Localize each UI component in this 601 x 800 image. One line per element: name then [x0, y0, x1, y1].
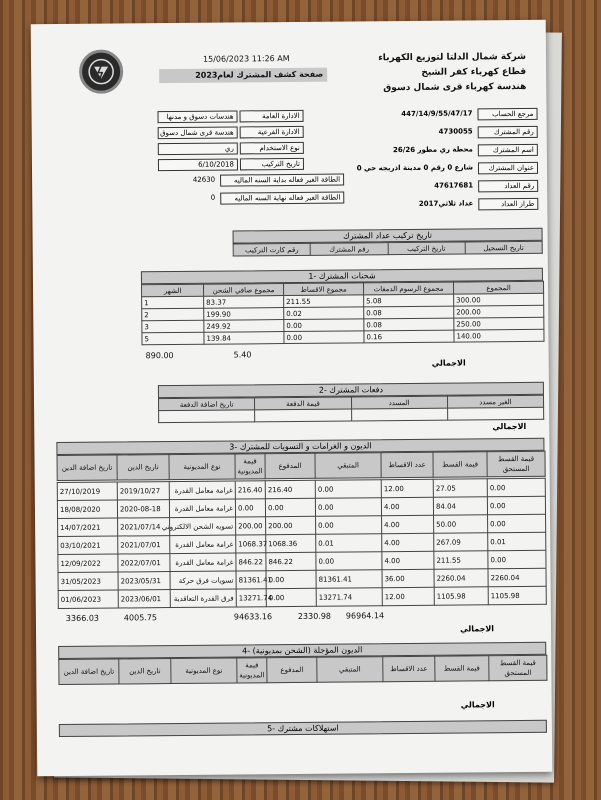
info-left-value-0: هندسات دسوق و مدنها [157, 110, 237, 123]
table-cell: 13271.74 [316, 588, 382, 607]
table-cell: 2260.04 [488, 568, 546, 587]
debts-col-6: عدد الاقساط [381, 452, 433, 477]
table-cell: 216.40 [265, 480, 315, 498]
info-right-label-4: رقم العداد [478, 180, 538, 193]
debts-col-8: قيمة القسط المستحق [487, 451, 545, 477]
deferred-title: الديون المؤجلة (الشحن بمديونية) -4 [58, 642, 546, 659]
table-cell: 0.00 [488, 550, 546, 569]
deferred-header-row [59, 655, 547, 684]
table-cell: 2021/07/01 [118, 536, 170, 554]
deferred-col-4: المدفوع [267, 657, 317, 682]
deferred-col-2: نوع المديونية [171, 658, 237, 684]
deferred-col-7: قيمة القسط [435, 656, 489, 681]
table-cell: 14/07/2021 [58, 518, 118, 537]
print-date: 15/06/2023 11:26 AM [203, 54, 290, 64]
table-cell: 0.00 [487, 496, 545, 515]
charges-total-label: الاجمالي [431, 358, 466, 368]
info-left-label-5: الطاقة الغير فعاله نهاية السنه الماليه [220, 192, 344, 205]
table-cell: 27/10/2019 [57, 482, 117, 501]
deferred-col-0: تاريخ اضافة الدين [59, 659, 119, 685]
info-right-label-0: مرجع الحساب [477, 108, 537, 121]
debts-total-due: 3366.03 [65, 613, 100, 623]
info-right-value-1: 4730055 [438, 127, 473, 136]
charges-col-0: الشهر [142, 284, 204, 297]
table-cell: 84.04 [433, 497, 487, 515]
info-left-value-4: 42630 [192, 175, 216, 184]
table-row [159, 407, 544, 422]
table-cell: 12/09/2022 [58, 554, 118, 573]
table-cell: 2023/05/31 [118, 572, 170, 590]
table-cell: غرامة معامل القدرة [170, 535, 236, 554]
info-right-value-5: عداد ثلاثي2017 [418, 199, 474, 208]
debts-body [57, 478, 547, 609]
table-cell: 0.01 [488, 532, 546, 551]
deferred-col-1: تاريخ الدين [119, 659, 171, 684]
statement-paper [31, 20, 553, 776]
table-cell: 211.55 [284, 295, 364, 308]
info-right-label-2: اسم المشترك [478, 144, 538, 157]
deferred-col-8: قيمة القسط المستحق [489, 655, 547, 681]
table-cell: 31/05/2023 [58, 572, 118, 591]
company-logo-icon [79, 49, 123, 93]
table-cell: 1105.98 [434, 587, 488, 605]
table-cell: 0.00 [284, 319, 364, 332]
info-left-label-0: الادارة العامة [239, 110, 303, 123]
table-cell: 12.00 [382, 587, 434, 605]
debts-col-4: المدفوع [265, 453, 315, 478]
payments-col-3: الغير مسدد [447, 395, 543, 408]
debts-col-3: قيمة المديونية [235, 454, 265, 479]
charges-col-2: مجموع الاقساط [284, 283, 364, 296]
table-cell: 0.00 [266, 570, 316, 588]
table-cell: 4.00 [382, 515, 434, 533]
table-cell: 1068.36 [266, 534, 316, 552]
debts-col-5: المتبقي [315, 453, 381, 479]
table-cell: 1105.98 [488, 586, 546, 605]
engineering-name: هندسة كهرباء قرى شمال دسوق [383, 81, 527, 94]
info-left-value-5: 0 [210, 193, 216, 202]
table-cell: 0.00 [487, 478, 545, 497]
table-cell: 846.22 [236, 553, 266, 571]
info-left-value-2: ري [158, 142, 238, 155]
deferred-table [58, 655, 547, 685]
statement-title: صفحة كشف المشترك لعام [217, 69, 324, 80]
debts-total-paid: 2330.98 [297, 611, 332, 621]
table-cell: 0.08 [364, 306, 454, 319]
charges-total-sum: 890.00 [145, 351, 174, 361]
table-cell: 139.84 [204, 332, 284, 345]
table-cell: 0.00 [265, 498, 315, 516]
info-right-value-0: 447/14/9/55/47/17 [401, 109, 473, 119]
debts-total-installment: 4005.75 [123, 613, 158, 623]
table-cell: 216.40 [235, 481, 265, 499]
charges-table [141, 281, 545, 346]
table-cell: 4.00 [382, 533, 434, 551]
debts-col-0: تاريخ اضافة الدين [57, 455, 117, 481]
info-left-label-4: الطاقة الغير فعاله بداية السنه الماليه [220, 174, 344, 187]
info-right-value-3: شارع 0 رقم 0 مدينة اذريجه حي 0 [356, 163, 474, 173]
table-cell: 140.00 [454, 329, 544, 342]
table-cell: 36.00 [382, 569, 434, 587]
meter-history-col-2: تاريخ التركيب [388, 242, 465, 255]
info-right-value-2: محطة ري مطور 26/26 [392, 145, 473, 155]
table-cell: 300.00 [454, 293, 544, 306]
debts-total-remaining: 94633.16 [233, 612, 273, 622]
table-cell: 0.00 [315, 498, 381, 517]
debts-col-7: قيمة القسط [433, 452, 487, 477]
info-left-label-3: تاريخ التركيب [240, 158, 304, 171]
table-cell: 81361.41 [236, 571, 266, 589]
payments-table [158, 395, 544, 423]
table-cell: 4.00 [381, 497, 433, 515]
info-left-value-1: هندسة قرى شمال دسوق [158, 126, 238, 139]
info-left-label-2: نوع الاستخدام [240, 142, 304, 155]
table-cell: 0.00 [316, 552, 382, 571]
debts-total-debt: 96964.14 [345, 611, 385, 621]
table-row [142, 329, 544, 345]
company-name: شركة شمال الدلتا لتوزيع الكهرباء [378, 51, 527, 64]
info-right-label-1: رقم المشترك [478, 126, 538, 139]
payments-title: دفعات المشترك -2 [158, 382, 544, 398]
charges-col-1: مجموع صافي الشحن [204, 284, 284, 297]
table-row [58, 586, 546, 608]
table-cell: 0.16 [364, 330, 454, 343]
table-cell: 0.00 [235, 499, 265, 517]
table-cell: 0.00 [316, 516, 382, 535]
table-cell: 2021/07/14 [118, 518, 170, 536]
table-cell: 12.00 [381, 479, 433, 497]
charges-col-4: المجموع [453, 281, 543, 294]
payments-col-1: قيمة الدفعة [255, 397, 351, 410]
meter-history-table [233, 241, 543, 257]
meter-history-col-0: رقم كارت التركيب [233, 243, 310, 256]
table-cell: 2019/10/27 [117, 482, 169, 500]
debts-rows [57, 478, 546, 608]
table-cell: 13271.74 [236, 589, 266, 607]
info-right-label-5: طراز العداد [478, 198, 538, 211]
table-cell: 211.55 [434, 551, 488, 569]
table-cell: 2023/06/01 [118, 590, 170, 608]
meter-history-header-row [233, 241, 542, 256]
debts-title: الديون و الغرامات و التسويات للمشترك -3 [56, 438, 544, 455]
table-cell: 2020-08-18 [117, 500, 169, 518]
statement-title-bar [159, 68, 327, 83]
table-cell: 0.00 [266, 588, 316, 606]
table-cell: 249.92 [204, 320, 284, 333]
table-cell: 01/06/2023 [58, 590, 118, 609]
table-cell: 0.02 [284, 307, 364, 320]
table-cell: 199.90 [204, 308, 284, 321]
table-cell: 0.00 [315, 480, 381, 499]
table-cell: 0.08 [364, 318, 454, 331]
deferred-col-3: قيمة المديونية [237, 658, 267, 683]
table-cell: 03/10/2021 [58, 536, 118, 555]
sector-name: قطاع كهرباء كفر الشيخ [421, 66, 527, 78]
deferred-total-label: الاجمالي [460, 700, 495, 710]
table-cell: غرامة معامل القدرة [169, 499, 235, 518]
table-cell: 200.00 [454, 305, 544, 318]
payments-col-2: المسدد [351, 396, 447, 409]
debts-col-2: نوع المديونية [169, 454, 235, 480]
consumption-title: استهلاكات مشترك -5 [59, 720, 547, 737]
table-cell: 1068.37 [236, 535, 266, 553]
table-cell: تسويات فرق حركة [170, 571, 236, 590]
table-cell: 3 [142, 320, 204, 333]
table-cell: 2022/07/01 [118, 554, 170, 572]
info-right-value-4: 47617681 [434, 181, 474, 190]
info-left-value-3: 6/10/2018 [158, 158, 238, 171]
table-cell: فرق القدرة التعاقدية [170, 589, 236, 608]
table-cell: 267.09 [434, 533, 488, 551]
table-cell: 2 [142, 308, 204, 321]
charges-total-fees: 5.40 [233, 350, 252, 360]
table-cell: 50.00 [434, 515, 488, 533]
table-cell: 2260.04 [434, 569, 488, 587]
deferred-col-6: عدد الاقساط [383, 656, 435, 681]
charges-col-3: مجموع الرسوم الدمغات [363, 282, 453, 295]
debts-col-1: تاريخ الدين [117, 455, 169, 480]
payments-col-0: تاريخ اضافة الدفعة [159, 398, 255, 411]
charges-title: شحنات المشترك -1 [141, 268, 543, 285]
info-left-label-1: الادارة الفرعية [240, 126, 304, 139]
table-cell: 18/08/2020 [57, 500, 117, 519]
table-cell: تسويه الشحن الالكتروني [170, 517, 236, 536]
meter-history-title: تاريخ تركيب عداد المشترك [233, 228, 543, 244]
table-cell: 27.05 [433, 479, 487, 497]
deferred-col-5: المتبقي [317, 657, 383, 683]
table-cell: 83.37 [204, 296, 284, 309]
table-cell: 200.00 [266, 516, 316, 534]
debts-header-row [57, 451, 545, 480]
meter-history-col-3: تاريخ التسجيل [465, 241, 542, 254]
statement-year: 2023 [195, 70, 218, 80]
payments-total-label: الاجمالي [492, 421, 527, 432]
table-cell: 0.00 [488, 514, 546, 533]
table-cell: 81361.41 [316, 570, 382, 589]
table-cell: 250.00 [454, 317, 544, 330]
table-cell: غرامة معامل القدرة [169, 481, 235, 500]
table-cell: 1 [142, 296, 204, 309]
table-cell: 0.00 [284, 331, 364, 344]
table-cell: 0.01 [316, 534, 382, 553]
info-right-label-3: عنوان المشترك [478, 162, 538, 175]
meter-history-col-1: رقم المشترك [310, 243, 387, 256]
table-cell: 5 [142, 332, 204, 345]
debts-table [56, 451, 545, 481]
table-cell: 846.22 [266, 552, 316, 570]
table-cell: 4.00 [382, 551, 434, 569]
table-cell: غرامة معامل القدرة [170, 553, 236, 572]
debts-total-label: الاجمالي [460, 624, 495, 634]
table-cell: 5.08 [364, 294, 454, 307]
table-cell: 200.00 [236, 517, 266, 535]
